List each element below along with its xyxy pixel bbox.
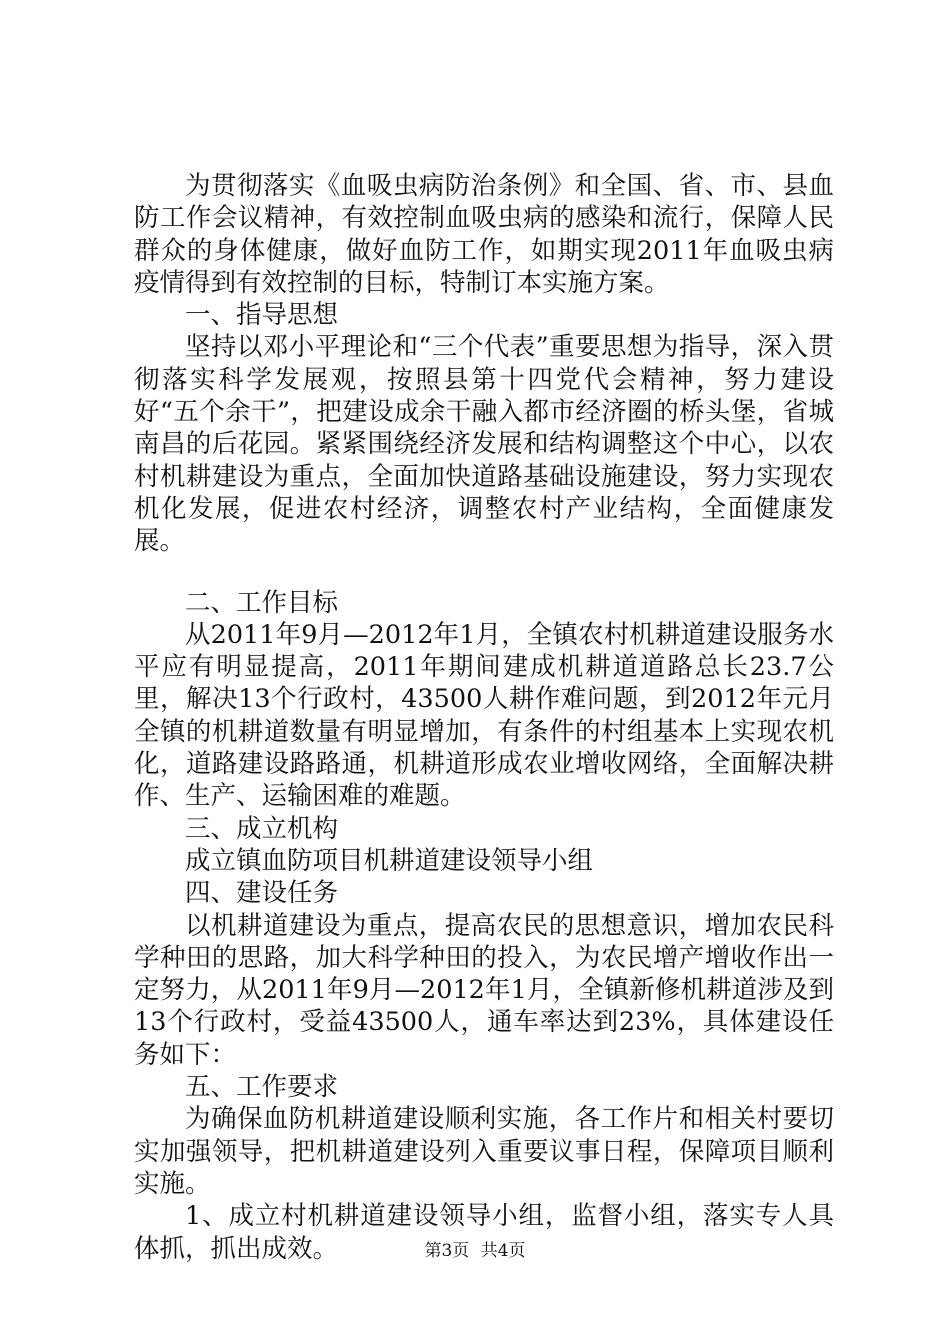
- section-heading-2: 二、工作目标: [185, 587, 339, 618]
- document-body: [134, 170, 834, 1265]
- page-number: 第3页: [424, 1241, 470, 1261]
- guiding-thought-paragraph: 坚持以邓小平理论和“三个代表”重要思想为指导，深入贯彻落实科学发展观，按照县第十四党代会精神，努力建设好“五个余干”，把建设成余干融入都市经济圈的桥头堡，省城南昌的后花园。紧紧围绕经济发展和结构调整这个中心，以农村机耕建设为重点，全面加快道路基础设施建设，努力实现农机化发展，促进农村经济，调整农村产业结构，全面健康发展。: [134, 332, 834, 557]
- section-heading-3: 三、成立机构: [185, 813, 339, 844]
- construction-task-paragraph: 以机耕道建设为重点，提高农民的思想意识，增加农民科学种田的思路，加大科学种田的投入，为农民增产增收作出一定努力，从2011年9月—2012年1月，全镇新修机耕道涉及到13个行政村，受益43500人，通车率达到23%，具体建设任务如下：: [134, 910, 834, 1070]
- organization-paragraph: 成立镇血防项目机耕道建设领导小组: [185, 845, 594, 876]
- work-requirement-paragraph: 为确保血防机耕道建设顺利实施，各工作片和相关村要切实加强领导，把机耕道建设列入重要议事日程，保障项目顺利实施。: [134, 1104, 834, 1199]
- page-footer: [0, 1241, 950, 1261]
- page-total: 共4页: [480, 1241, 526, 1261]
- section-heading-4: 四、建设任务: [185, 878, 339, 909]
- paragraph-gap: [134, 558, 834, 587]
- requirement-item-1: 1、成立村机耕道建设领导小组，监督小组，落实专人具体抓，抓出成效。: [134, 1201, 834, 1264]
- section-heading-1: 一、指导思想: [185, 300, 339, 331]
- intro-paragraph: 为贯彻落实《血吸虫病防治条例》和全国、省、市、县血防工作会议精神，有效控制血吸虫病的感染和流行，保障人民群众的身体健康，做好血防工作，如期实现2011年血吸虫病疫情得到有效控制的目标，特制订本实施方案。: [134, 171, 834, 298]
- work-goal-paragraph: 从2011年9月—2012年1月，全镇农村机耕道建设服务水平应有明显提高，2011年期间建成机耕道道路总长23.7公里，解决13个行政村，43500人耕作难问题，到2012年元月全镇的机耕道数量有明显增加，有条件的村组基本上实现农机化，道路建设路路通，机耕道形成农业增收网络，全面解决耕作、生产、运输困难的难题。: [134, 619, 834, 812]
- section-heading-5: 五、工作要求: [185, 1072, 339, 1103]
